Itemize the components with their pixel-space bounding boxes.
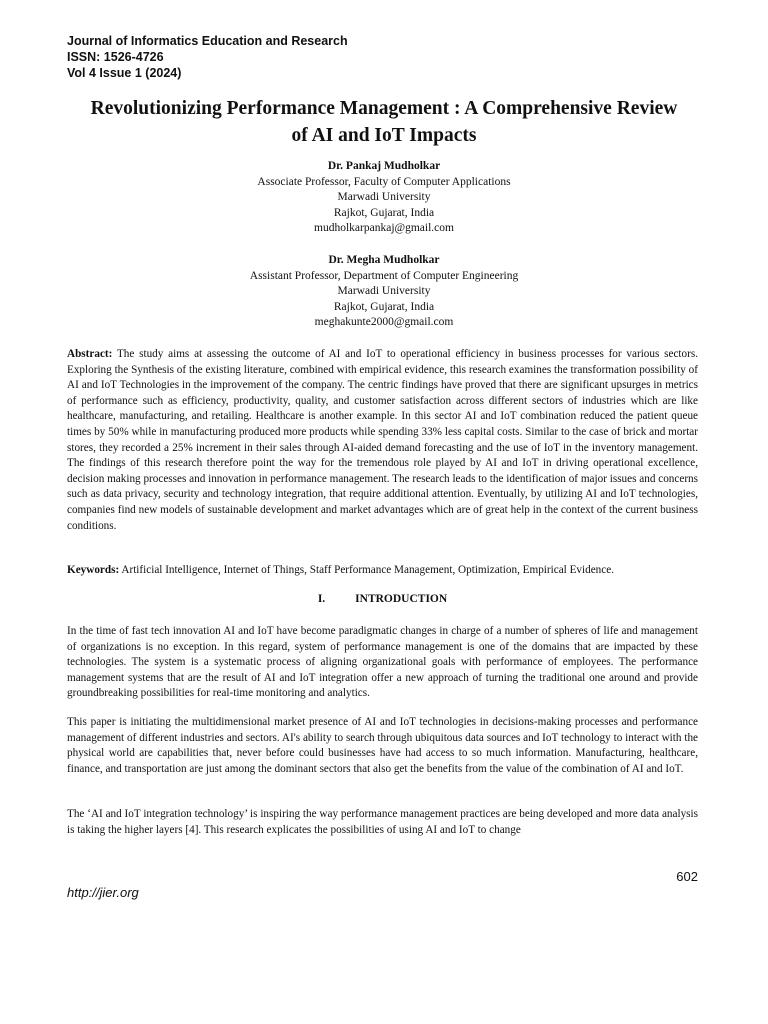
- author-position: Assistant Professor, Department of Computer Engineering: [249, 269, 519, 282]
- paragraph-2: This paper is initiating the multidimensional market presence of AI and IoT technologies in decisions-making processes and performance management of different industries and sectors. AI's ability to search through ubiquitous data sources and IoT technology to interact with the physical world are capabilities that, never before could businesses have had access to so much information. Manufacturing, healthcare, finance, and transportation are just among the dominant sectors that also get the benefits from the value of the combination of AI and IoT.: [67, 716, 698, 775]
- author-location: Rajkot, Gujarat, India: [333, 206, 435, 219]
- author-location: Rajkot, Gujarat, India: [333, 300, 435, 313]
- author-university: Marwadi University: [337, 191, 431, 203]
- paper-title: [60, 95, 708, 149]
- author-email[interactable]: meghakunte2000@gmail.com: [314, 316, 454, 328]
- author-position: Associate Professor, Faculty of Computer Applications: [257, 175, 511, 188]
- keywords-text: Artificial Intelligence, Internet of Things, Staff Performance Management, Optimization, Empirical Evidence.: [121, 564, 614, 576]
- section-number: I.: [317, 593, 326, 605]
- keywords-label: Keywords:: [67, 564, 120, 576]
- journal-volume: Vol 4 Issue 1 (2024): [67, 66, 182, 80]
- abstract-label: Abstract:: [67, 348, 113, 360]
- paragraph-3: The ‘AI and IoT integration technology’ is inspiring the way performance management practices are being developed and more data analysis is taking the higher layers [4]. This research explicates the possibilities of using AI and IoT to change: [67, 808, 698, 836]
- page-number: 602: [676, 869, 698, 884]
- journal-name: Journal of Informatics Education and Research: [67, 34, 348, 48]
- journal-header: [67, 33, 348, 81]
- footer-url[interactable]: http://jier.org: [67, 885, 139, 900]
- section-title: INTRODUCTION: [355, 593, 448, 605]
- author-email[interactable]: mudholkarpankaj@gmail.com: [314, 222, 454, 234]
- abstract: [67, 347, 698, 534]
- author-block-1: [100, 159, 668, 237]
- section-heading: [67, 593, 698, 605]
- abstract-text: The study aims at assessing the outcome of AI and IoT to operational efficiency in business processes for various sectors. Exploring the Synthesis of the existing literature, combined with empirical evidence, this research examines the transformation possibility of AI and IoT Technologies in the improvement of the company. The centric findings have proved that there are significant upsurges in metrics of performance such as efficiency, productivity, quality, and customer satisfaction across different sectors of industries which are like healthcare, manufacturing, and retailing. Healthcare is another example. In this sector AI and IoT combination reduced the patient queue times by 50% while in manufacturing produced more products while spending 33% less capital costs. Similar to the case of brick and mortar stores, they recorded a 25% increment in their sales through AI-aided demand forecasting and the use of IoT in the inventory management. The findings of this research therefore point the way for the tremendous role played by AI and IoT in driving operational excellence, decision making processes and innovation in performance management. The research leads to the identification of major issues and concerns such as data privacy, security and technology integration, that require additional attention. Eventually, by utilizing AI and IoT technologies, companies find new models of sustainable development and market advantages which are of great help in the context of the current business conditions.: [67, 348, 698, 532]
- author-name: Dr. Megha Mudholkar: [328, 254, 440, 266]
- author-name: Dr. Pankaj Mudholkar: [327, 160, 441, 172]
- title-line-1: Revolutionizing Performance Management : A Comprehensive Review: [90, 98, 678, 119]
- author-block-2: [100, 253, 668, 331]
- author-university: Marwadi University: [337, 285, 431, 297]
- keywords: [67, 563, 698, 579]
- title-line-2: of AI and IoT Impacts: [291, 125, 477, 146]
- journal-issn: ISSN: 1526-4726: [67, 50, 164, 64]
- paragraph-1: In the time of fast tech innovation AI and IoT have become paradigmatic changes in charge of a number of spheres of life and management of organizations is no exception. In this regard, system of performance management is one of the domains that are impacted by these technologies. The system is a systematic process of aligning organizational goals with performance of employees. The performance management systems that are the result of AI and IoT integration offer a new approach of turning the traditional one around and provide groundbreaking possibilities for real-time monitoring and analytics.: [67, 625, 698, 700]
